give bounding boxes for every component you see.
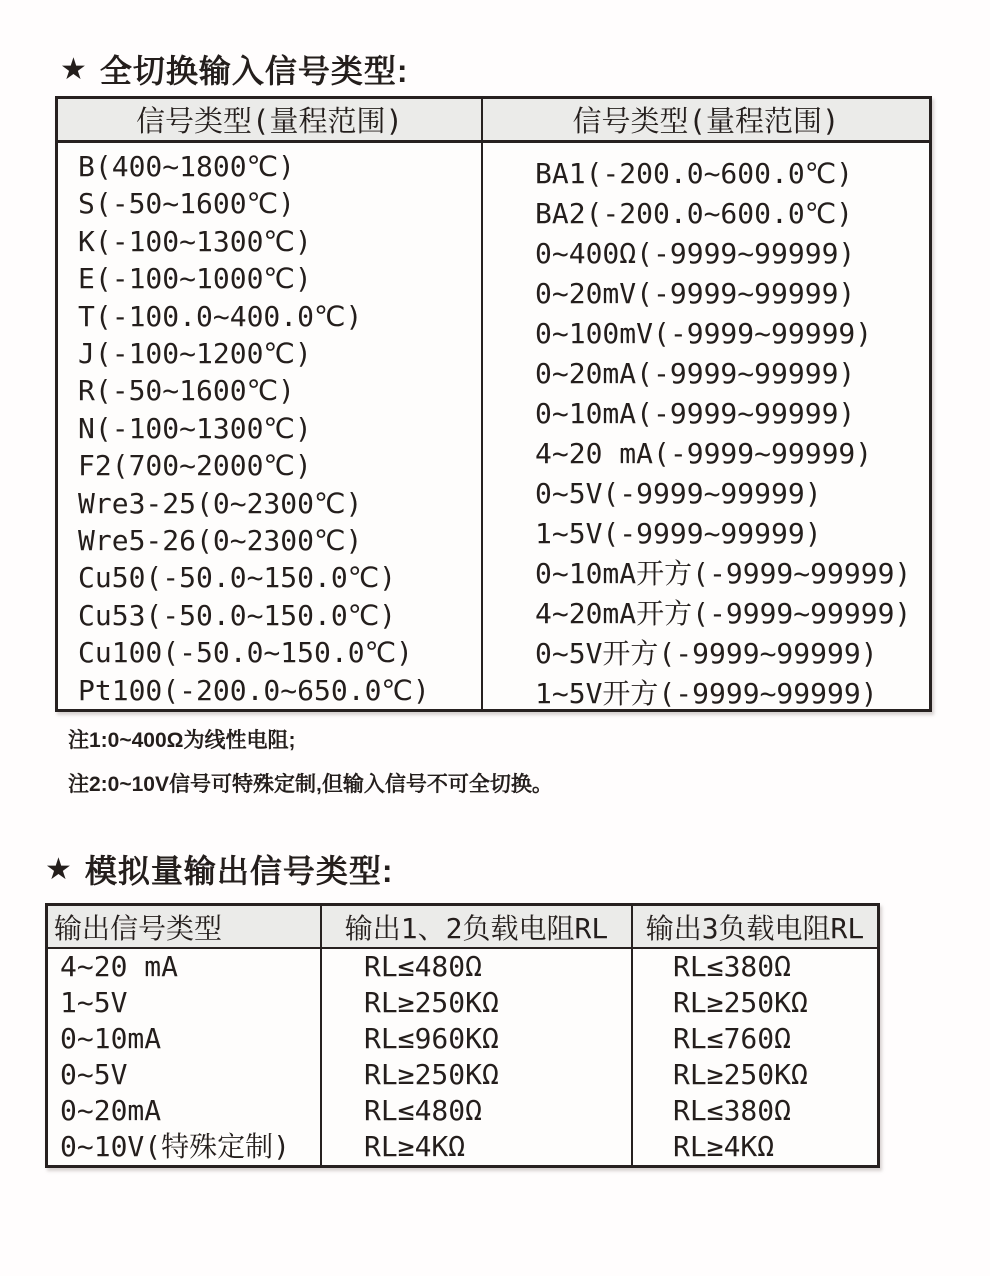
load-resistance-12-cell: RL≥250KΩ <box>320 1057 631 1093</box>
output-table-row <box>48 949 877 985</box>
signal-range-item: 1~5V(-9999~99999) <box>535 517 822 550</box>
signal-range-item: 0~400Ω(-9999~99999) <box>535 237 856 270</box>
signal-range-item: S(-50~1600℃) <box>78 187 295 221</box>
output-signal-type-cell: 0~10V(特殊定制) <box>60 1130 291 1163</box>
output-table-row <box>48 1129 877 1165</box>
signal-range-item: 4~20 mA(-9999~99999) <box>535 437 873 470</box>
load-resistance-3-cell: RL≥250KΩ <box>631 985 877 1021</box>
load-resistance-3-cell: RL≤760Ω <box>631 1021 877 1057</box>
signal-range-item: R(-50~1600℃) <box>78 374 295 408</box>
signal-range-item: K(-100~1300℃) <box>78 224 312 258</box>
input-table-left-column <box>58 143 481 709</box>
signal-range-item: 4~20mA开方(-9999~99999) <box>535 597 912 630</box>
signal-range-item: Pt100(-200.0~650.0℃) <box>78 673 430 707</box>
star-icon: ★ <box>60 52 88 86</box>
input-section-title-text: 全切换输入信号类型: <box>99 53 409 89</box>
signal-range-item: 1~5V开方(-9999~99999) <box>535 677 878 710</box>
signal-range-item: 0~20mV(-9999~99999) <box>535 277 856 310</box>
star-icon: ★ <box>45 852 73 886</box>
signal-range-item: 0~10mA开方(-9999~99999) <box>535 557 912 590</box>
output-table-row <box>48 985 877 1021</box>
signal-range-item: N(-100~1300℃) <box>78 411 312 445</box>
load-resistance-3-cell: RL≥250KΩ <box>631 1057 877 1093</box>
signal-range-item: 0~20mA(-9999~99999) <box>535 357 856 390</box>
output-table-header-row <box>48 906 877 949</box>
input-table-header-row <box>58 99 929 143</box>
load-resistance-3-cell: RL≤380Ω <box>631 949 877 985</box>
output-signal-type-cell: 1~5V <box>60 986 128 1019</box>
signal-range-item: T(-100.0~400.0℃) <box>78 299 363 333</box>
signal-range-item: 0~100mV(-9999~99999) <box>535 317 873 350</box>
output-signal-table <box>45 903 880 1168</box>
signal-range-item: BA2(-200.0~600.0℃) <box>535 197 854 230</box>
signal-range-item: 0~5V开方(-9999~99999) <box>535 637 878 670</box>
load-resistance-12-cell: RL≥250KΩ <box>320 985 631 1021</box>
output-table-row <box>48 1021 877 1057</box>
input-table-body <box>58 143 929 709</box>
signal-range-item: BA1(-200.0~600.0℃) <box>535 157 854 190</box>
signal-range-item: E(-100~1000℃) <box>78 262 312 296</box>
signal-range-item: Wre5-26(0~2300℃) <box>78 524 363 558</box>
output-table-header-signal-type: 输出信号类型 <box>54 911 223 945</box>
output-table-header-load-rl-3: 输出3负载电阻RL <box>631 906 877 947</box>
input-table-header-right: 信号类型(量程范围) <box>481 99 929 140</box>
note-item: 注2:0~10V信号可特殊定制,但输入信号不可全切换。 <box>68 773 553 796</box>
output-table-row <box>48 1093 877 1129</box>
output-signal-type-cell: 0~10mA <box>60 1022 162 1055</box>
output-section-title <box>45 846 394 892</box>
note-item: 注1:0~400Ω为线性电阻; <box>68 729 296 752</box>
input-notes <box>68 726 553 814</box>
load-resistance-3-cell: RL≥4KΩ <box>631 1129 877 1165</box>
output-signal-type-cell: 0~5V <box>60 1058 128 1091</box>
input-table-right-column <box>481 143 929 709</box>
signal-range-item: B(400~1800℃) <box>78 150 295 183</box>
signal-range-item: Cu53(-50.0~150.0℃) <box>78 598 397 632</box>
output-section-title-text: 模拟量输出信号类型: <box>84 853 394 889</box>
signal-range-item: 0~10mA(-9999~99999) <box>535 397 856 430</box>
signal-range-item: F2(700~2000℃) <box>78 449 312 483</box>
input-section-title <box>60 46 409 92</box>
signal-range-item: Wre3-25(0~2300℃) <box>78 486 363 520</box>
load-resistance-12-cell: RL≥4KΩ <box>320 1129 631 1165</box>
input-signal-table <box>55 96 932 712</box>
signal-range-item: 0~5V(-9999~99999) <box>535 477 822 510</box>
output-signal-type-cell: 0~20mA <box>60 1094 162 1127</box>
signal-range-item: J(-100~1200℃) <box>78 337 312 371</box>
load-resistance-12-cell: RL≤480Ω <box>320 1093 631 1129</box>
output-table-header-load-rl-12: 输出1、2负载电阻RL <box>320 906 631 947</box>
output-table-row <box>48 1057 877 1093</box>
output-signal-type-cell: 4~20 mA <box>60 950 179 983</box>
signal-range-item: Cu100(-50.0~150.0℃) <box>78 636 413 670</box>
load-resistance-12-cell: RL≤960KΩ <box>320 1021 631 1057</box>
load-resistance-3-cell: RL≤380Ω <box>631 1093 877 1129</box>
load-resistance-12-cell: RL≤480Ω <box>320 949 631 985</box>
input-table-header-left: 信号类型(量程范围) <box>136 104 403 138</box>
signal-range-item: Cu50(-50.0~150.0℃) <box>78 561 397 595</box>
output-table-body <box>48 949 877 1165</box>
